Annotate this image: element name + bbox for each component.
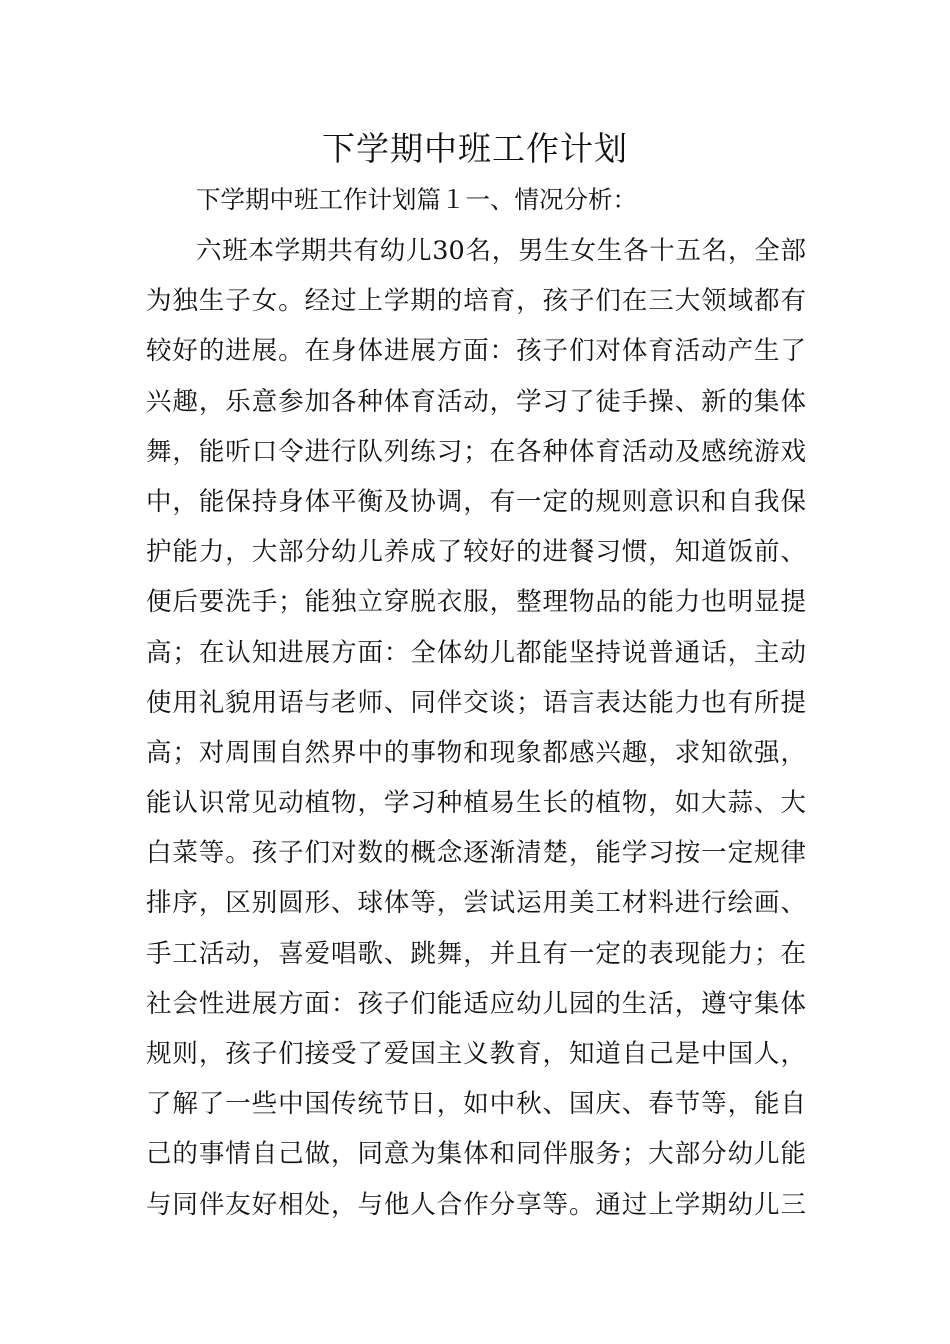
body-paragraph [146,226,806,1230]
paragraph-line: 手工活动，喜爱唱歌、跳舞，并且有一定的表现能力；在 [146,938,806,969]
paragraph-line: 规则，孩子们接受了爱国主义教育，知道自己是中国人， [146,1039,806,1069]
paragraph-line: 使用礼貌用语与老师、同伴交谈；语言表达能力也有所提 [146,687,806,718]
paragraph-line: 己的事情自己做，同意为集体和同伴服务；大部分幼儿能 [146,1139,806,1170]
paragraph-line: 较好的进展。在身体进展方面：孩子们对体育活动产生了 [146,336,806,367]
paragraph-line: 为独生子女。经过上学期的培育，孩子们在三大领域都有 [146,286,806,317]
section-heading: 下学期中班工作计划篇１一、情况分析： [196,185,637,214]
paragraph-line: 舞，能听口令进行队列练习；在各种体育活动及感统游戏 [146,436,806,467]
paragraph-line: 六班本学期共有幼儿30名，男生女生各十五名，全部 [196,236,806,266]
paragraph-line: 排序，区别圆形、球体等，尝试运用美工材料进行绘画、 [146,888,806,919]
paragraph-line: 高；在认知进展方面：全体幼儿都能坚持说普通话，主动 [146,637,806,668]
paragraph-line: 能认识常见动植物，学习种植易生长的植物，如大蒜、大 [146,788,806,819]
paragraph-line: 与同伴友好相处，与他人合作分享等。通过上学期幼儿三 [146,1189,806,1220]
paragraph-line: 兴趣，乐意参加各种体育活动，学习了徒手操、新的集体 [146,386,806,417]
paragraph-line: 白菜等。孩子们对数的概念逐渐清楚，能学习按一定规律 [146,838,806,869]
paragraph-line: 了解了一些中国传统节日，如中秋、国庆、春节等，能自 [146,1089,806,1120]
paragraph-line: 社会性进展方面：孩子们能适应幼儿园的生活，遵守集体 [146,988,806,1019]
paragraph-line: 高；对周围自然界中的事物和现象都感兴趣，求知欲强， [146,737,806,768]
paragraph-line: 便后要洗手；能独立穿脱衣服，整理物品的能力也明显提 [146,587,806,618]
document-title: 下学期中班工作计划 [322,129,628,168]
paragraph-line: 护能力，大部分幼儿养成了较好的进餐习惯，知道饭前、 [146,537,806,568]
paragraph-line: 中，能保持身体平衡及协调，有一定的规则意识和自我保 [146,486,806,517]
